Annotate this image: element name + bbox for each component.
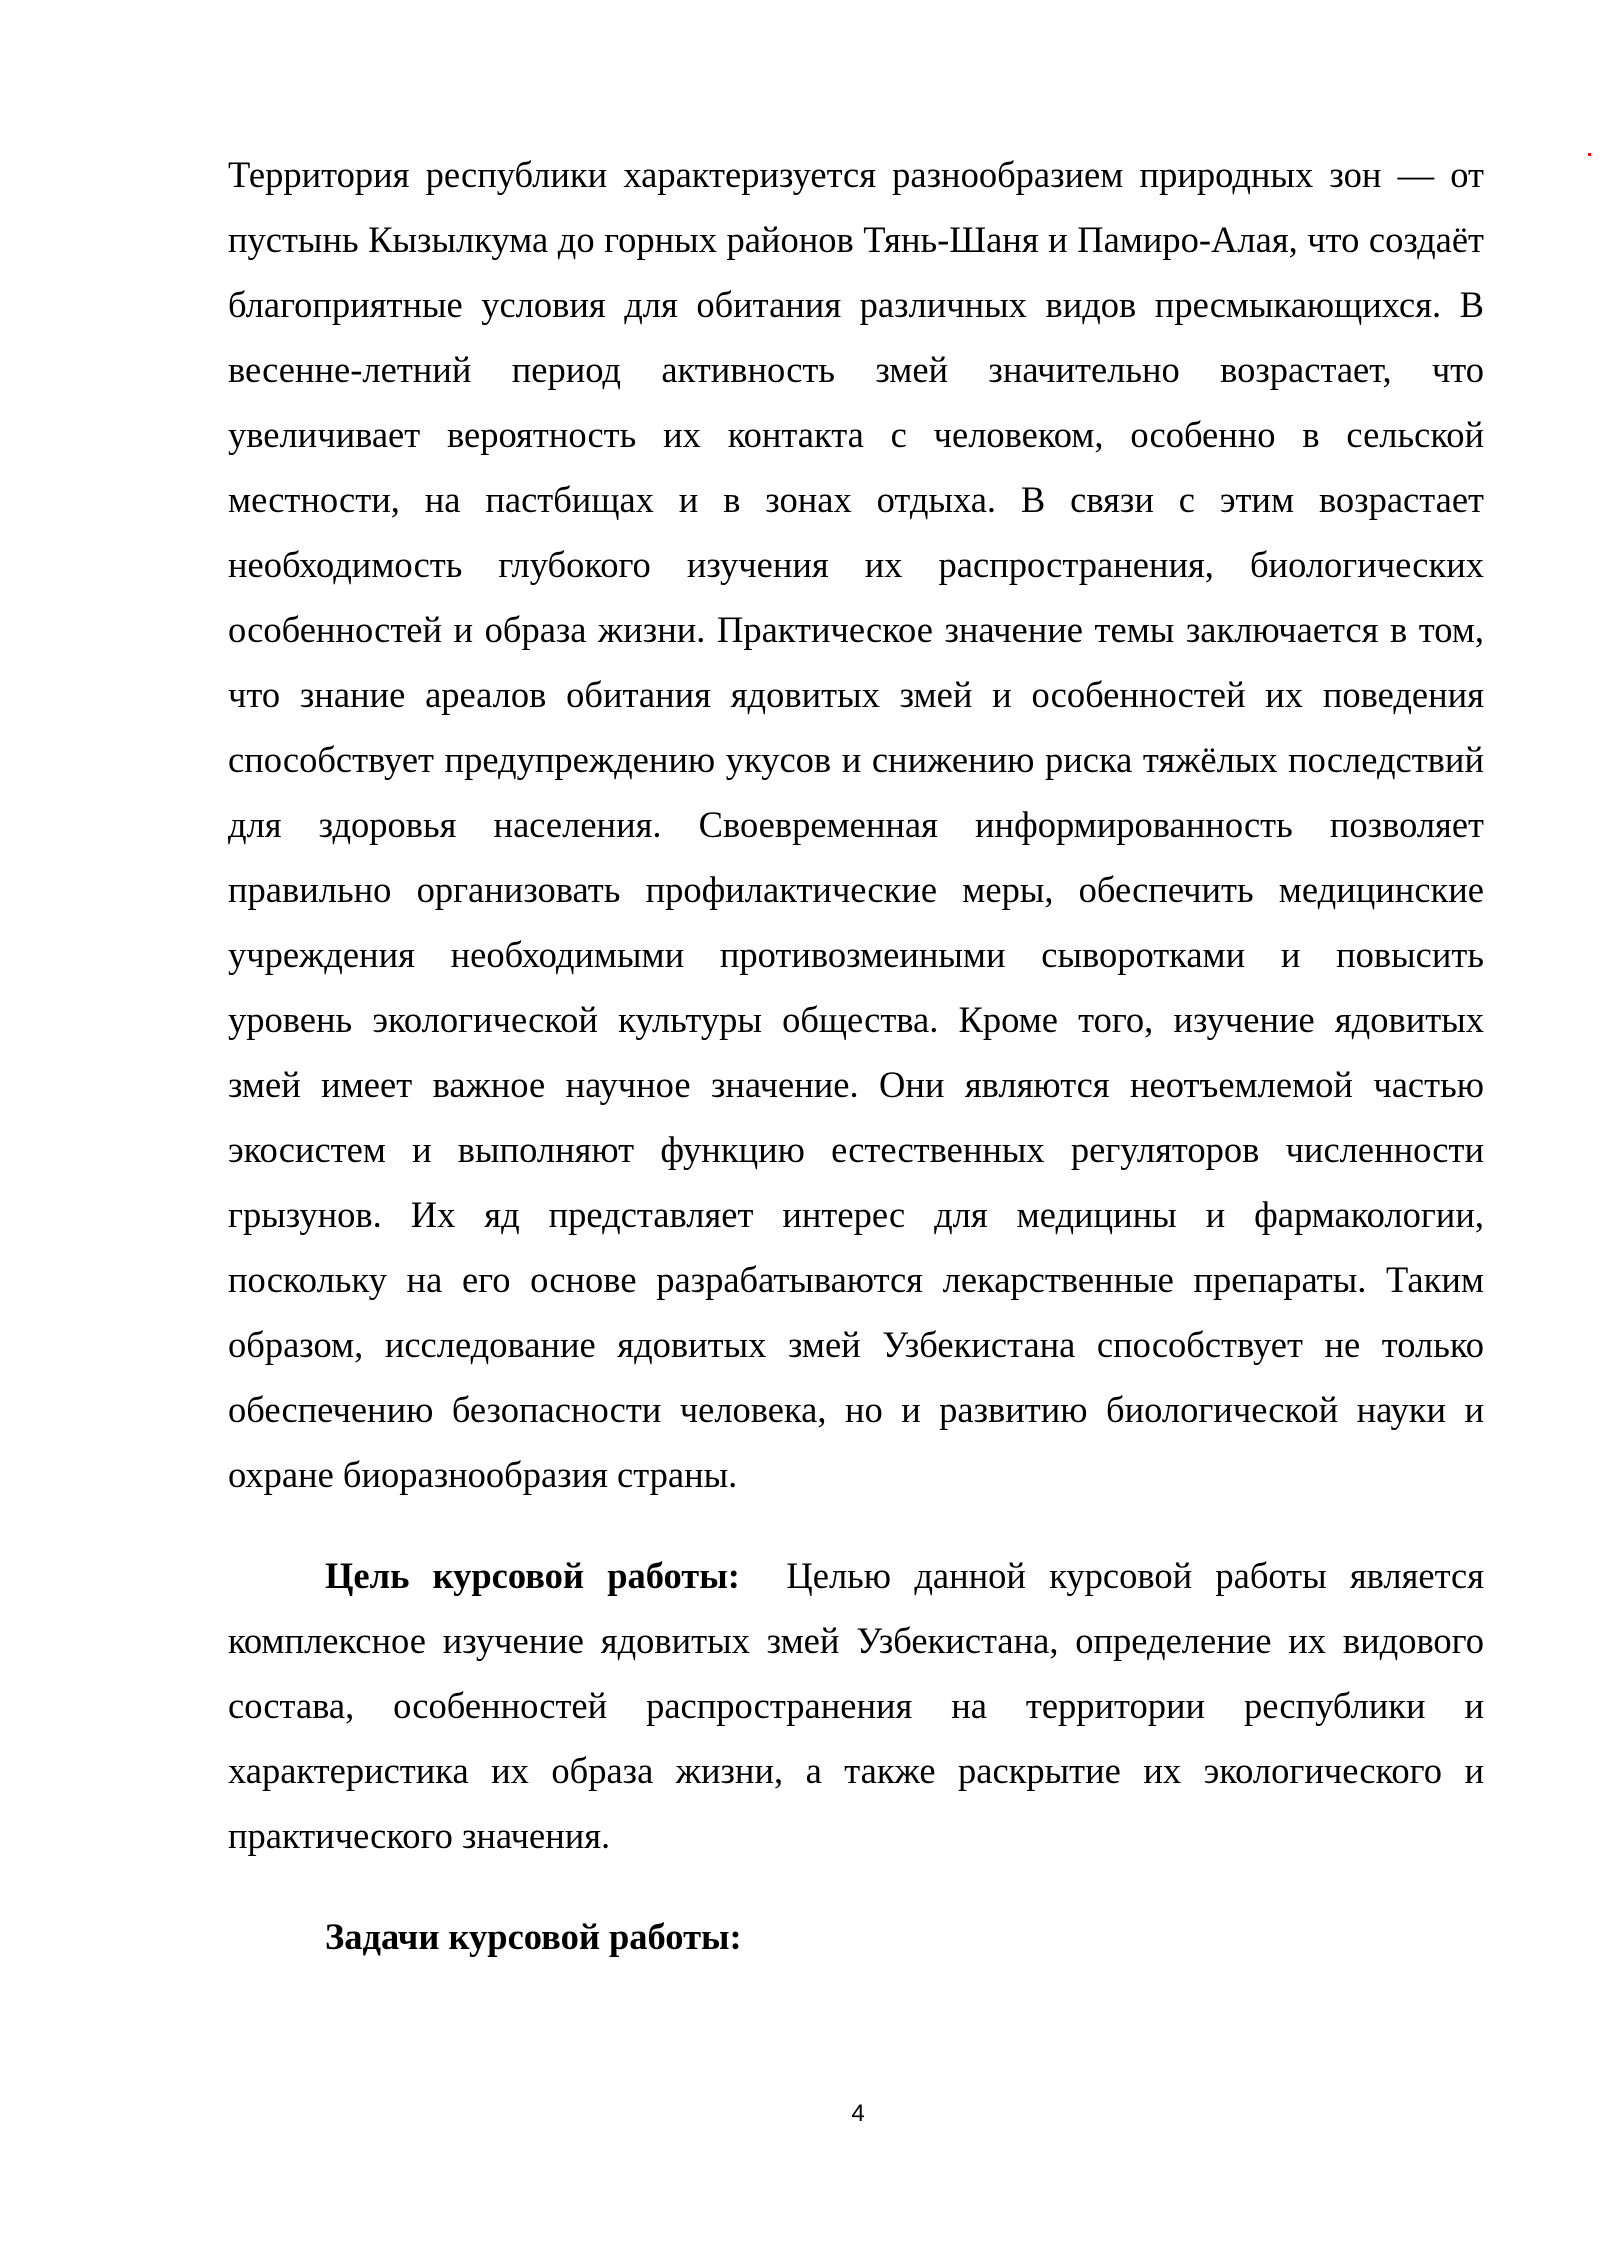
corner-mark bbox=[1588, 153, 1591, 156]
page-body bbox=[228, 142, 1484, 1969]
goal-text: Целью данной курсовой работы является комплексное изучение ядовитых змей Узбекистана, определение их видового состава, особенностей распространения на территории республики и характеристика их образа жизни, а также раскрытие их экологического и практического значения. bbox=[228, 1555, 1485, 1856]
goal-paragraph bbox=[228, 1543, 1484, 1868]
intro-paragraph: Территория республики характеризуется разнообразием природных зон — от пустынь Кызылкума до горных районов Тянь-Шаня и Памиро-Алая, что создаёт благоприятные условия для обитания различных видов пресмыкающихся. В весенне-летний период активность змей значительно возрастает, что увеличивает вероятность их контакта с человеком, особенно в сельской местности, на пастбищах и в зонах отдыха. В связи с этим возрастает необходимость глубокого изучения их распространения, биологических особенностей и образа жизни. Практическое значение темы заключается в том, что знание ареалов обитания ядовитых змей и особенностей их поведения способствует предупреждению укусов и снижению риска тяжёлых последствий для здоровья населения. Своевременная информированность позволяет правильно организовать профилактические меры, обеспечить медицинские учреждения необходимыми противозмеиными сыворотками и повысить уровень экологической культуры общества. Кроме того, изучение ядовитых змей имеет важное научное значение. Они являются неотъемлемой частью экосистем и выполняют функцию естественных регуляторов численности грызунов. Их яд представляет интерес для медицины и фармакологии, поскольку на его основе разрабатываются лекарственные препараты. Таким образом, исследование ядовитых змей Узбекистана способствует не только обеспечению безопасности человека, но и развитию биологической науки и охране биоразнообразия страны. bbox=[228, 154, 1484, 1495]
page-number: 4 bbox=[851, 2100, 865, 2127]
goal-heading: Цель курсовой работы: bbox=[325, 1555, 740, 1596]
tasks-heading: Задачи курсовой работы: bbox=[325, 1916, 742, 1957]
